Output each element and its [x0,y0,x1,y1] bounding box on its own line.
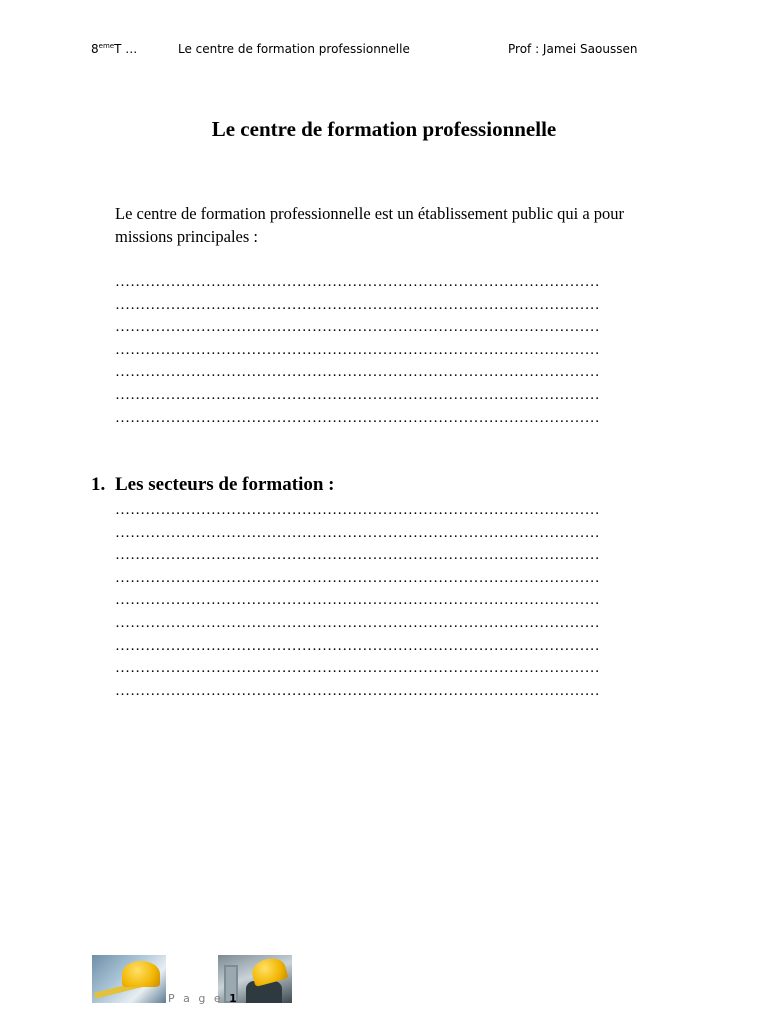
intro-paragraph: Le centre de formation professionnelle est un établissement public qui a pour missions principales : [115,204,625,246]
dotted-answer-line: …………………………………………………………………………………… [115,637,600,654]
header-title: Le centre de formation professionnelle [178,42,410,56]
dotted-answer-line: …………………………………………………………………………………… [115,660,600,677]
dotted-answer-line: …………………………………………………………………………………… [115,409,600,426]
dotted-answer-line: …………………………………………………………………………………… [115,524,600,541]
page-header [0,42,768,62]
section-heading [91,474,335,496]
dotted-answer-line: …………………………………………………………………………………… [115,569,600,586]
construction-tools-helmet-image [92,955,166,1003]
dotted-answer-line: …………………………………………………………………………………… [115,502,600,518]
header-teacher: Prof : Jamei Saoussen [508,42,638,56]
dotted-answer-line: …………………………………………………………………………………… [115,319,600,336]
answer-lines-missions [115,271,675,429]
section-title: Les secteurs de formation : [115,474,335,495]
dotted-answer-line: …………………………………………………………………………………… [115,341,600,358]
dotted-answer-line: …………………………………………………………………………………… [115,682,600,699]
header-class-label: 8emeT … [91,42,138,56]
dotted-answer-line: …………………………………………………………………………………… [115,386,600,403]
dotted-answer-line: …………………………………………………………………………………… [115,614,600,631]
dotted-answer-line: …………………………………………………………………………………… [115,296,600,313]
dotted-answer-line: …………………………………………………………………………………… [115,547,600,564]
dotted-answer-line: …………………………………………………………………………………… [115,364,600,381]
page-number-value: 1 [229,992,237,1005]
page-number [168,992,237,1005]
section-number: 1. [91,474,106,495]
page-label: P a g e [168,992,224,1005]
dotted-answer-line: …………………………………………………………………………………… [115,592,600,609]
answer-lines-sectors [115,499,675,702]
dotted-answer-line: …………………………………………………………………………………… [115,274,600,290]
page-title: Le centre de formation professionnelle [211,117,557,141]
